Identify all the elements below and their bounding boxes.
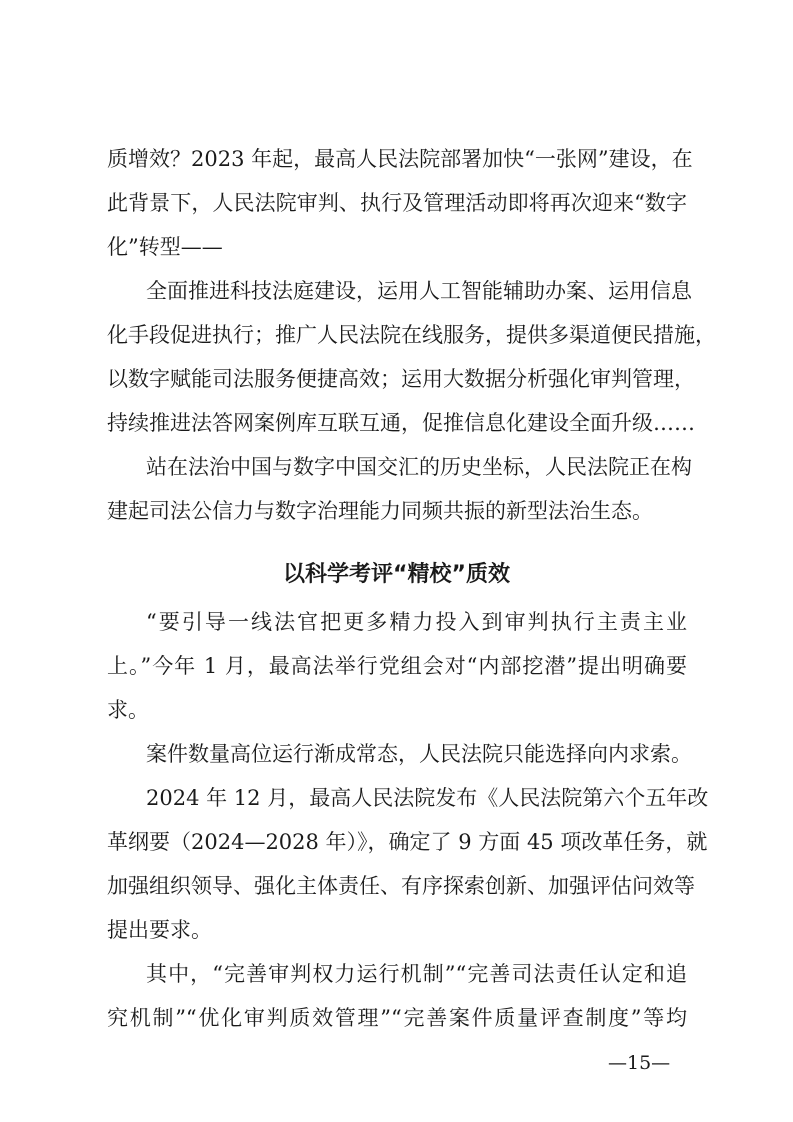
paragraph-line: 持续推进法答网案例库互联互通，促推信息化建设全面升级……	[107, 411, 695, 435]
paragraph-line: 此背景下，人民法院审判、执行及管理活动即将再次迎来“数字	[107, 191, 687, 215]
paragraph-line: 求。	[107, 698, 149, 722]
paragraph-line: 2024 年 12 月，最高人民法院发布《人民法院第六个五年改	[146, 786, 709, 810]
paragraph-line: 案件数量高位运行渐成常态，人民法院只能选择向内求索。	[146, 742, 692, 766]
paragraph-line: 究机制”“优化审判质效管理”“完善案件质量评查制度”等均	[107, 1006, 687, 1030]
paragraph-line: 上。”今年 1 月，最高法举行党组会对“内部挖潜”提出明确要	[107, 654, 687, 678]
paragraph-line: 全面推进科技法庭建设，运用人工智能辅助办案、运用信息	[146, 279, 692, 303]
paragraph-line: 提出要求。	[107, 918, 212, 942]
paragraph-line: 建起司法公信力与数字治理能力同频共振的新型法治生态。	[107, 499, 653, 523]
paragraph-line: 站在法治中国与数字中国交汇的历史坐标，人民法院正在构	[146, 455, 692, 479]
paragraph-line: 化手段促进执行；推广人民法院在线服务，提供多渠道便民措施，	[107, 323, 716, 347]
paragraph-line: 以数字赋能司法服务便捷高效；运用大数据分析强化审判管理，	[107, 367, 695, 391]
paragraph-line: “要引导一线法官把更多精力投入到审判执行主责主业	[146, 610, 687, 634]
section-heading: 以科学考评“精校”质效	[283, 562, 510, 587]
page-number: —15—	[608, 1052, 671, 1074]
paragraph-line: 质增效？2023 年起，最高人民法院部署加快“一张网”建设，在	[107, 147, 693, 171]
paragraph-line: 革纲要（2024—2028 年）》，确定了 9 方面 45 项改革任务，就	[107, 830, 708, 854]
paragraph-line: 其中，“完善审判权力运行机制”“完善司法责任认定和追	[146, 962, 687, 986]
paragraph-line: 化”转型——	[107, 235, 223, 259]
paragraph-line: 加强组织领导、强化主体责任、有序探索创新、加强评估问效等	[107, 874, 695, 898]
